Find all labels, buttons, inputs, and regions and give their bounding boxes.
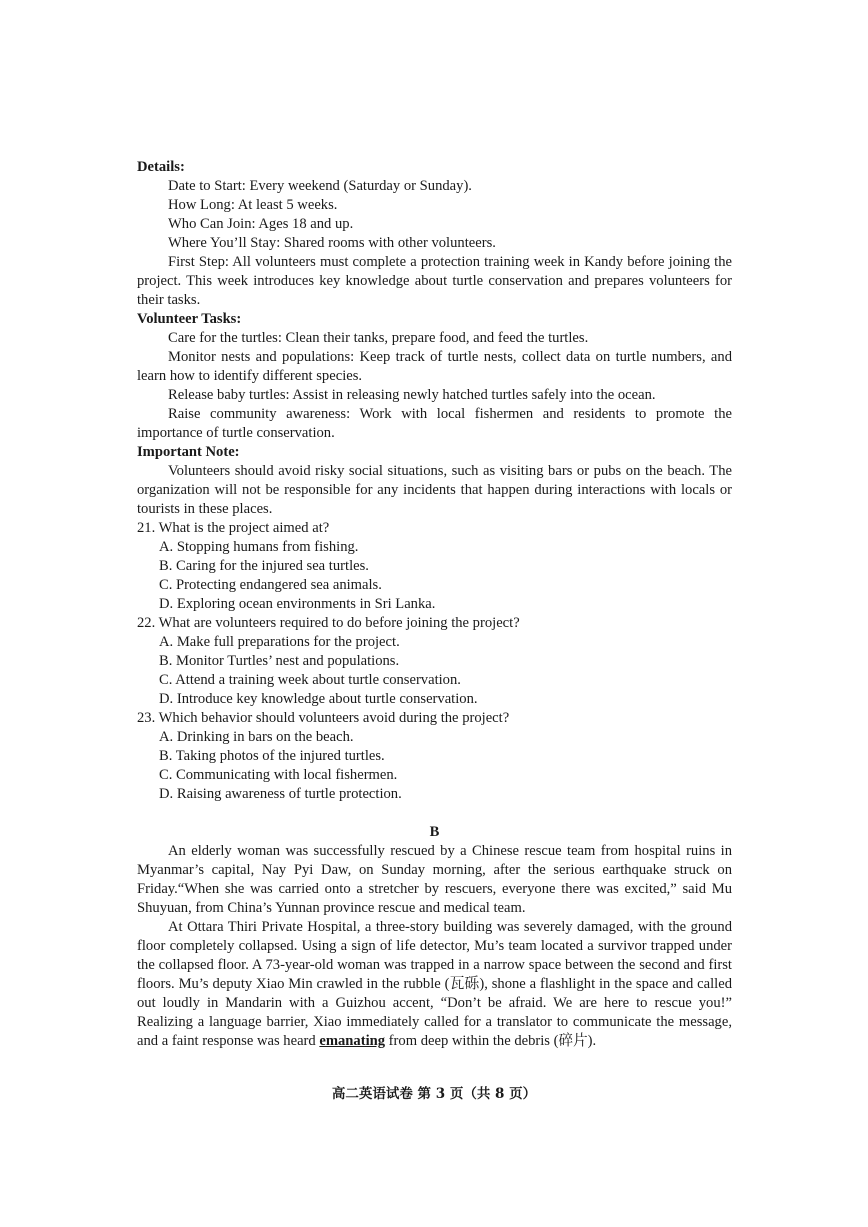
paragraph-text: At Ottara Thiri Private Hospital, a three-story building was severely damaged, with the ground floor completely collapsed. Using a sign of life detector, Mu’s team located a survivor trapped under the collapsed floor. A 73-year-old woman was trapped in a narrow space between the second and first floors. Mu’s deputy Xiao Min crawled in the rubble (瓦砾), shone a flashlight in the space and called out loudly in Mandarin with a Guizhou accent, “Don’t be afraid. We are here to rescue you!” Realizing a language barrier, Xiao immediately called for a translator to communicate the message, and a faint response was heard bbox=[137, 919, 732, 1049]
question-stem: 21. What is the project aimed at? bbox=[137, 520, 330, 536]
option-b[interactable]: B. Caring for the injured sea turtles. bbox=[159, 558, 369, 574]
tasks-heading: Volunteer Tasks: bbox=[137, 311, 242, 327]
exam-page-content bbox=[137, 158, 732, 1051]
note-text: Volunteers should avoid risky social situations, such as visiting bars or pubs on the beach. The organization will not be responsible for any incidents that happen during interactions with locals or tourists in these places. bbox=[137, 463, 732, 517]
option-c[interactable]: C. Communicating with local fishermen. bbox=[159, 767, 398, 783]
task-release: Release baby turtles: Assist in releasing newly hatched turtles safely into the ocean. bbox=[168, 387, 656, 403]
option-a[interactable]: A. Stopping humans from fishing. bbox=[159, 539, 359, 555]
detail-date: Date to Start: Every weekend (Saturday or Sunday). bbox=[168, 178, 472, 194]
option-b[interactable]: B. Monitor Turtles’ nest and populations. bbox=[159, 653, 400, 669]
option-d[interactable]: D. Exploring ocean environments in Sri Lanka. bbox=[159, 596, 436, 612]
option-c[interactable]: C. Protecting endangered sea animals. bbox=[159, 577, 382, 593]
detail-accommodation: Where You’ll Stay: Shared rooms with other volunteers. bbox=[168, 235, 496, 251]
task-monitor: Monitor nests and populations: Keep track of turtle nests, collect data on turtle numbers, and learn how to identify different species. bbox=[137, 349, 732, 384]
paragraph-text: from deep within the debris (碎片). bbox=[385, 1033, 597, 1049]
question-stem: 23. Which behavior should volunteers avoid during the project? bbox=[137, 710, 510, 726]
option-d[interactable]: D. Introduce key knowledge about turtle conservation. bbox=[159, 691, 478, 707]
question-22 bbox=[137, 614, 732, 709]
question-23 bbox=[137, 709, 732, 804]
option-a[interactable]: A. Drinking in bars on the beach. bbox=[159, 729, 354, 745]
detail-eligibility: Who Can Join: Ages 18 and up. bbox=[168, 216, 354, 232]
details-heading: Details: bbox=[137, 159, 185, 175]
option-c[interactable]: C. Attend a training week about turtle conservation. bbox=[159, 672, 461, 688]
question-stem: 22. What are volunteers required to do before joining the project? bbox=[137, 615, 520, 631]
detail-first-step: First Step: All volunteers must complete a protection training week in Kandy before joining the project. This week introduces key knowledge about turtle conservation and prepares volunteers for their tasks. bbox=[137, 254, 732, 308]
option-b[interactable]: B. Taking photos of the injured turtles. bbox=[159, 748, 385, 764]
note-heading: Important Note: bbox=[137, 444, 240, 460]
section-b-paragraph-2 bbox=[137, 918, 732, 1051]
option-d[interactable]: D. Raising awareness of turtle protection. bbox=[159, 786, 402, 802]
page-footer: 高二英语试卷 第 3 页（共 8 页） bbox=[331, 1086, 537, 1102]
detail-duration: How Long: At least 5 weeks. bbox=[168, 197, 338, 213]
question-21 bbox=[137, 519, 732, 614]
task-awareness: Raise community awareness: Work with local fishermen and residents to promote the importance of turtle conservation. bbox=[137, 406, 732, 441]
underlined-keyword: emanating bbox=[319, 1033, 386, 1049]
option-a[interactable]: A. Make full preparations for the project. bbox=[159, 634, 400, 650]
task-care: Care for the turtles: Clean their tanks, prepare food, and feed the turtles. bbox=[168, 330, 589, 346]
section-b-paragraph-1: An elderly woman was successfully rescued by a Chinese rescue team from hospital ruins in Myanmar’s capital, Nay Pyi Daw, on Sunday morning, after the serious earthquake struck on Friday.“When she was carried onto a stretcher by rescuers, everyone there was excited,” said Mu Shuyuan, from China’s Yunnan province rescue and medical team. bbox=[137, 843, 732, 916]
section-b-label: B bbox=[429, 824, 440, 840]
